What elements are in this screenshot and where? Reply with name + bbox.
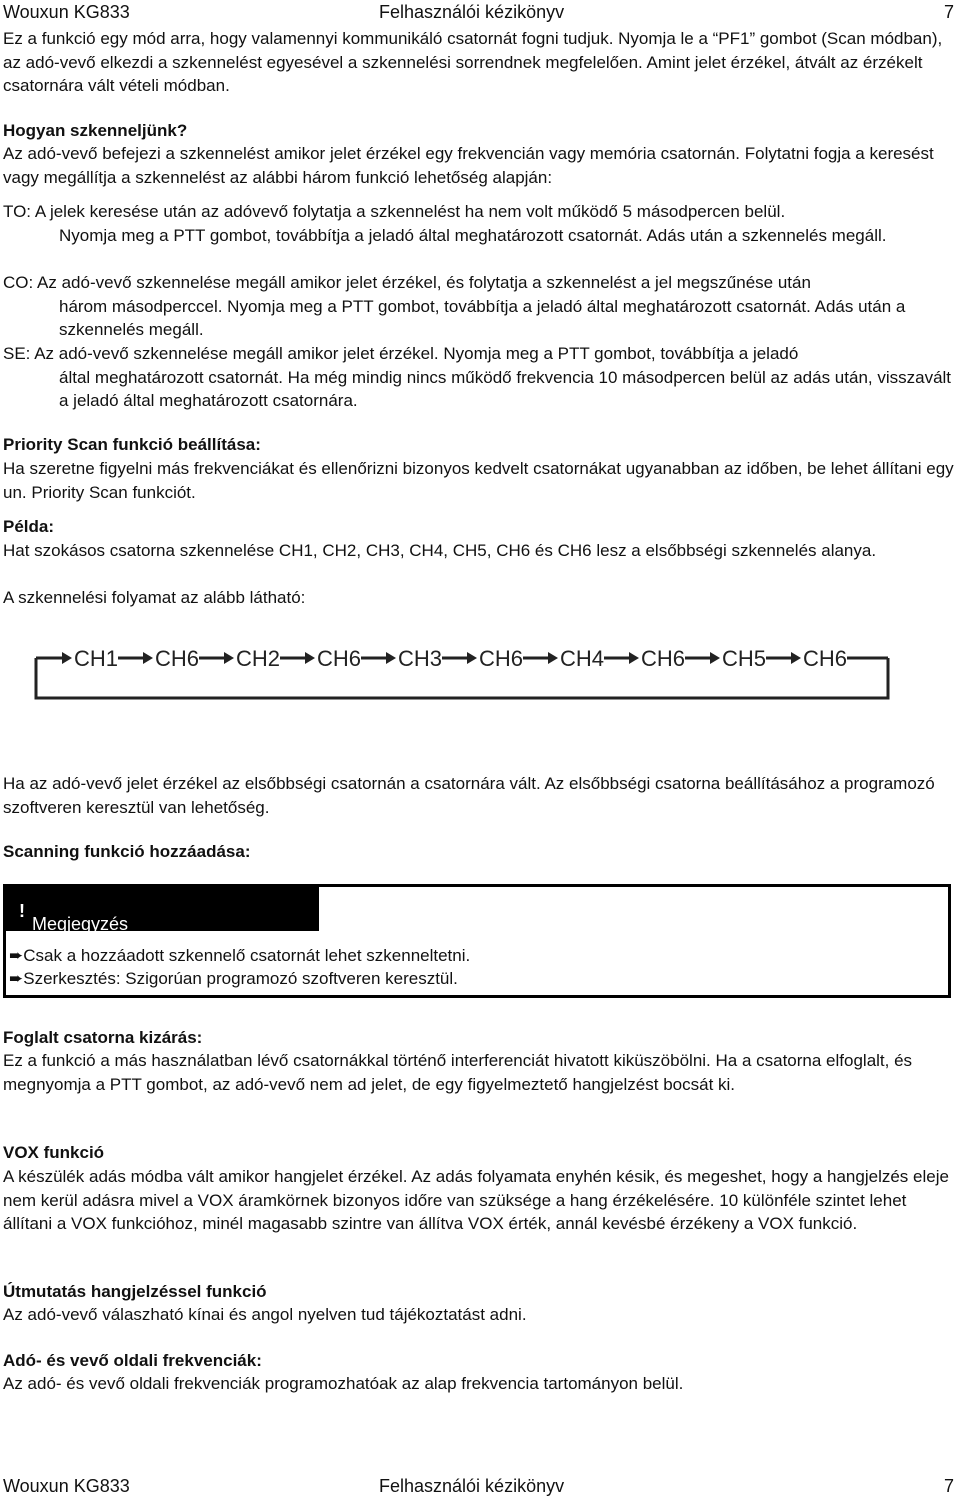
scan-option-text-cont: által meghatározott csatornát. Ha még mindig nincs működő frekvencia 10 másodpercen belül az adás után, visszavált a jeladó által meghatározott csatornára.: [59, 367, 952, 410]
channel-label: CH1: [74, 646, 119, 671]
note-line: [9, 967, 458, 992]
priority-heading: Priority Scan funkció beállítása:: [3, 435, 261, 454]
arrow-head-icon: [710, 652, 720, 664]
scan-option-key: SE:: [3, 344, 31, 363]
note-title: Megjegyzés: [32, 914, 129, 934]
channel-label: CH3: [398, 646, 443, 671]
note-title-bar: [6, 887, 319, 934]
channel-label: CH4: [560, 646, 605, 671]
process-intro: A szkennelési folyamat az alább látható:: [3, 588, 306, 607]
vox-paragraph: A készülék adás módba vált amikor hangjelet érzékel. Az adás folyamata enyhén késik, és megeshet, hogy a hangjelzés eleje nem kerül adásra mivel a VOX áramkörnek bizonyos időre van szüksége a hang érzékelésére. 10 különféle szintet lehet állítani a VOX funkcióhoz, minél magasabb szintre van állítva VOX érték, annál kevésbé érzékeny a VOX funkció.: [3, 1167, 949, 1233]
arrow-head-icon: [386, 652, 396, 664]
channel-label: CH6: [155, 646, 200, 671]
channel-label: CH5: [722, 646, 767, 671]
channel-label: CH6: [803, 646, 848, 671]
arrow-head-icon: [143, 652, 153, 664]
freq-heading: Adó- és vevő oldali frekvenciák:: [3, 1351, 262, 1370]
scan-option-co: [3, 271, 954, 342]
page-header: [3, 0, 954, 24]
freq-paragraph: Az adó- és vevő oldali frekvenciák programozhatóak az alap frekvencia tartományon belül.: [3, 1374, 684, 1393]
example-paragraph: Hat szokásos csatorna szkennelése CH1, CH2, CH3, CH4, CH5, CH6 és CH6 lesz a elsőbbségi szkennelés alanya.: [3, 541, 877, 560]
note-line: [9, 944, 470, 969]
arrow-head-icon: [62, 652, 72, 664]
voice-paragraph: Az adó-vevő válaszható kínai és angol nyelven tud tájékoztatást adni.: [3, 1305, 527, 1324]
header-center: Felhasználói kézikönyv: [379, 2, 565, 22]
busy-paragraph: Ez a funkció a más használatban lévő csatornákkal történő interferenciát hivatott kiküszöbölni. Ha a csatorna elfoglalt, és megnyomja a PTT gombot, az adó-vevő nem ad jelet, de egy figyelmeztető hangjelzést bocsát ki.: [3, 1051, 913, 1094]
arrow-right-icon: ➨: [9, 946, 24, 966]
scan-paragraph: Az adó-vevő befejezi a szkennelést amikor jelet érzékel egy frekvencián vagy memória csatornán. Folytatni fogja a keresést vagy megállítja a szkennelést az alábbi három funkció lehetőség alapján:: [3, 144, 934, 187]
arrow-right-icon: ➨: [9, 969, 24, 989]
scan-option-text: Az adó-vevő szkennelése megáll amikor jelet érzékel. Nyomja meg a PTT gombot, továbbítja a jeladó: [34, 344, 799, 363]
arrow-head-icon: [629, 652, 639, 664]
scan-option-key: CO:: [3, 273, 34, 292]
exclamation-icon: !: [19, 901, 25, 921]
arrow-head-icon: [791, 652, 801, 664]
header-left: Wouxun KG833: [3, 2, 130, 22]
arrow-head-icon: [305, 652, 315, 664]
scan-option-key: TO:: [3, 202, 32, 221]
priority-after-paragraph: Ha az adó-vevő jelet érzékel az elsőbbségi csatornán a csatornára vált. Az elsőbbségi csatorna beállításához a programozó szoftveren keresztül van lehetőség.: [3, 774, 935, 817]
voice-heading: Útmutatás hangjelzéssel funkció: [3, 1282, 267, 1301]
channel-label: CH6: [317, 646, 362, 671]
channel-label: CH2: [236, 646, 281, 671]
scanning-add-heading: Scanning funkció hozzáadása:: [3, 842, 251, 861]
scan-option-to: [3, 200, 954, 247]
footer-center: Felhasználói kézikönyv: [379, 1476, 565, 1496]
note-line-text: Csak a hozzáadott szkennelő csatornát lehet szkenneltetni.: [23, 946, 471, 965]
scan-option-text: A jelek keresése után az adóvevő folytatja a szkennelést ha nem volt működő 5 másodpercen belül.: [34, 202, 786, 221]
priority-scan-sequence-diagram: [0, 636, 960, 728]
header-page-number: 7: [943, 2, 954, 22]
scan-option-text-cont: Nyomja meg a PTT gombot, továbbítja a jeladó által meghatározott csatornát. Adás után a szkennelés megáll.: [59, 225, 887, 245]
vox-heading: VOX funkció: [3, 1143, 105, 1162]
scan-heading: Hogyan szkenneljünk?: [3, 121, 188, 140]
channel-label: CH6: [641, 646, 686, 671]
note-box: [3, 884, 951, 998]
channel-label: CH6: [479, 646, 524, 671]
arrow-head-icon: [548, 652, 558, 664]
arrow-head-icon: [224, 652, 234, 664]
scan-option-text: Az adó-vevő szkennelése megáll amikor jelet érzékel, és folytatja a szkennelést a jel megszűnése után: [37, 273, 811, 292]
note-line-text: Szerkesztés: Szigorúan programozó szoftveren keresztül.: [23, 969, 458, 988]
scan-option-se: [3, 342, 954, 413]
arrow-head-icon: [467, 652, 477, 664]
footer-page-number: 7: [943, 1476, 954, 1496]
busy-heading: Foglalt csatorna kizárás:: [3, 1028, 203, 1047]
page-footer: [3, 1474, 954, 1498]
scan-option-text-cont: három másodperccel. Nyomja meg a PTT gombot, továbbítja a jeladó által meghatározott csatornát. Adás után a szkennelés megáll.: [59, 296, 906, 339]
footer-left: Wouxun KG833: [3, 1476, 130, 1496]
intro-paragraph: Ez a funkció egy mód arra, hogy valamennyi kommunikáló csatornát fogni tudjuk. Nyomja le a “PF1” gombot (Scan módban), az adó-vevő elkezdi a szkennelést egyesével a szkennelési sorrendnek megfelelően. Amint jelet érzékel, átvált az érzékelt csatornára vált vételi módban.: [3, 29, 943, 95]
priority-paragraph: Ha szeretne figyelni más frekvenciákat és ellenőrizni bizonyos kedvelt csatornákat ugyanabban az időben, be lehet állítani egy un. Priority Scan funkciót.: [3, 459, 954, 502]
example-heading: Példa:: [3, 517, 55, 536]
